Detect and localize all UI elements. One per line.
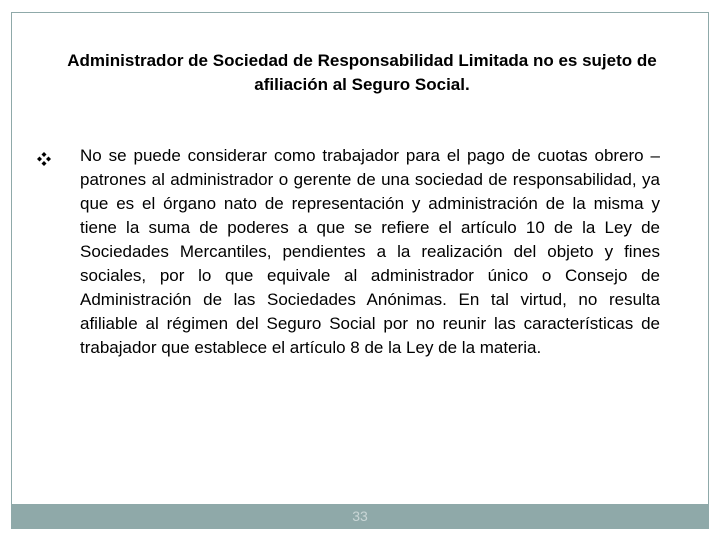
bullet-text: No se puede considerar como trabajador para el pago de cuotas obrero – patrones al administrador o gerente de una sociedad de responsabilidad, ya que es el órgano nato de representación y administración de la misma y tiene la suma de poderes a que se refiere el artículo 10 de la Ley de Sociedades Mercantiles, pendientes a la realización del objeto y fines sociales, por lo que equivale al administrador único o Consejo de Administración de las Sociedades Anónimas. En tal virtud, no resulta afiliable al régimen del Seguro Social por no reunir las características de trabajador que establece el artículo 8 de la Ley de la materia. [80, 146, 660, 357]
slide-title: Administrador de Sociedad de Responsabilidad Limitada no es sujeto de afiliación al Seguro Social. [67, 51, 657, 94]
slide-frame [11, 12, 709, 529]
footer-bar [12, 504, 708, 528]
page-number: 33 [352, 508, 368, 524]
diamond-bullet-icon [36, 151, 52, 167]
